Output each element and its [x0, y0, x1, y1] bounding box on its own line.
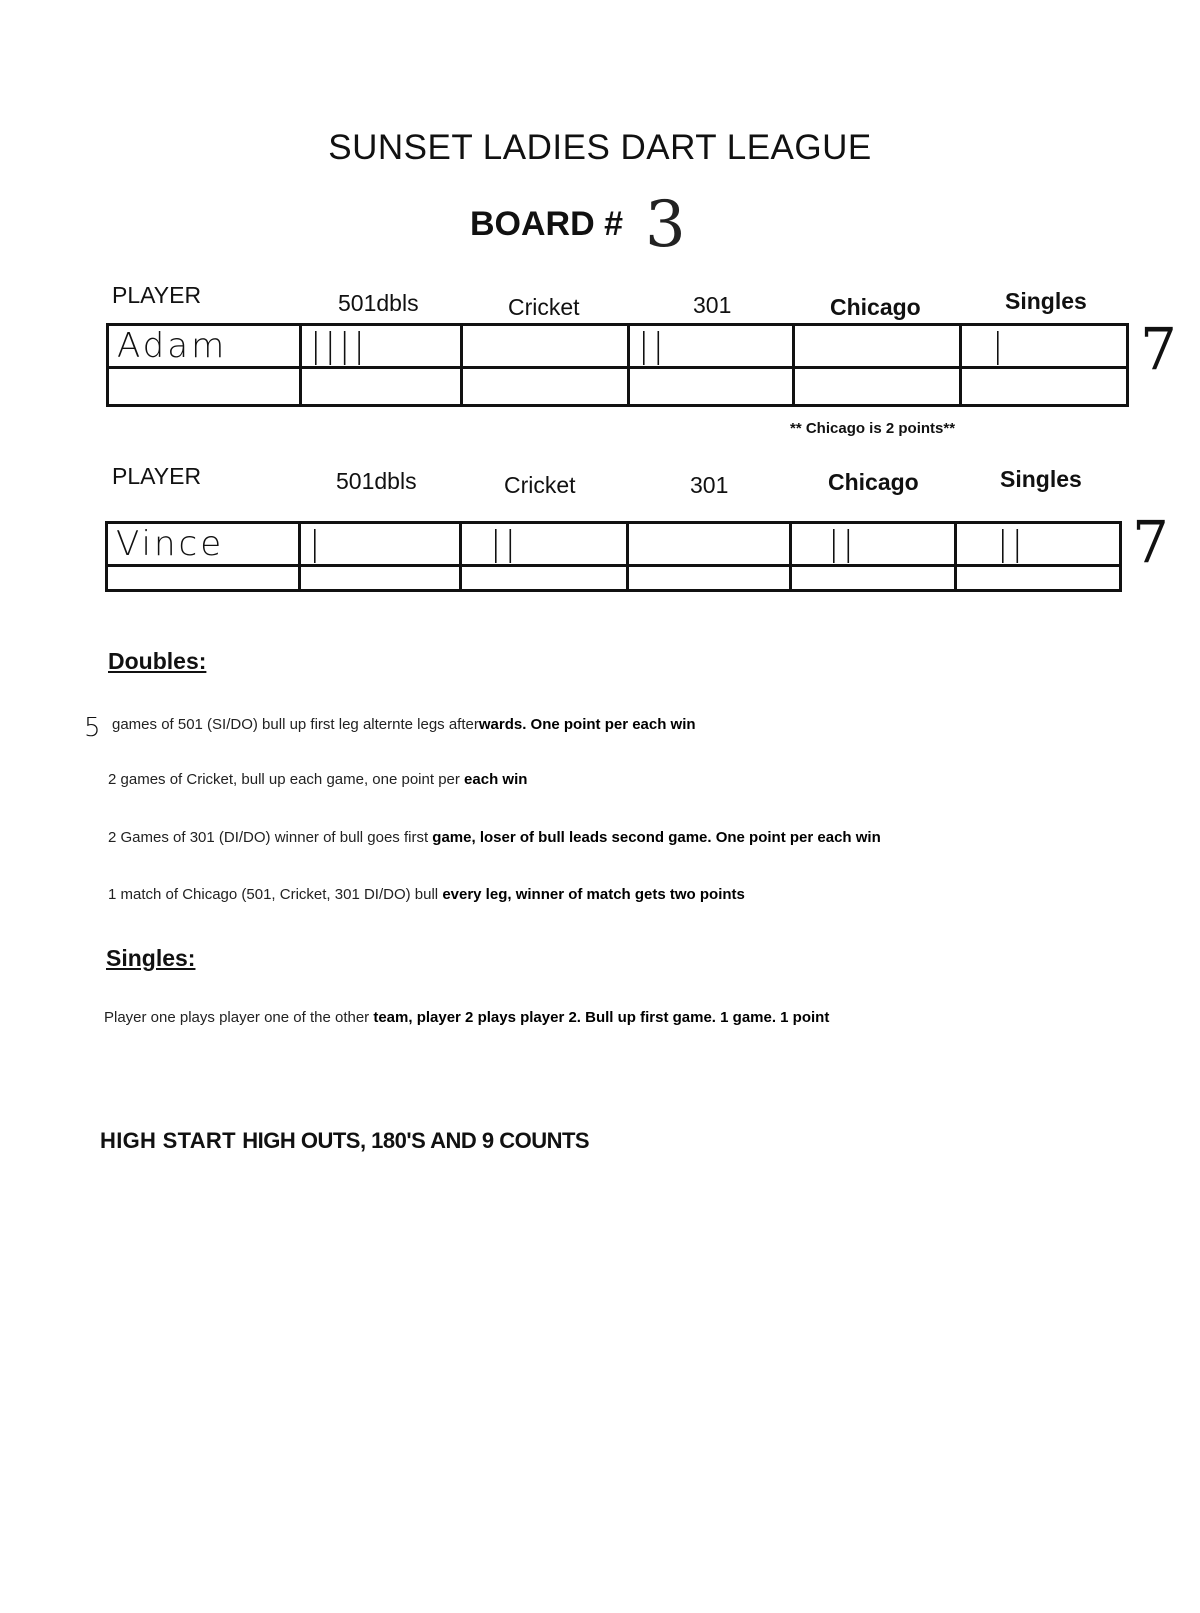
table1-header-301: 301	[693, 292, 732, 318]
empty-cell	[961, 368, 1128, 406]
player-name-cell: Adam	[108, 325, 301, 368]
empty-cell	[628, 566, 791, 591]
chicago-note: ** Chicago is 2 points**	[790, 420, 956, 437]
score-cell-chicago	[794, 325, 961, 368]
empty-cell	[956, 566, 1121, 591]
score-cell-301: ||	[629, 325, 794, 368]
high-start-line: HIGH START HIGH OUTS, 180'S AND 9 COUNTS	[100, 1128, 590, 1153]
league-title: SUNSET LADIES DART LEAGUE	[328, 128, 872, 167]
empty-cell	[107, 566, 300, 591]
board-number: 3	[645, 188, 686, 262]
table-row	[107, 566, 1121, 591]
doubles-heading: Doubles:	[108, 648, 207, 674]
empty-cell	[300, 566, 461, 591]
score-cell-chicago: ||	[791, 523, 956, 566]
empty-cell	[794, 368, 961, 406]
margin-handwritten-number: 5	[84, 713, 101, 743]
table2-header-301: 301	[690, 472, 729, 498]
doubles-rule-501: games of 501 (SI/DO) bull up first leg alternte legs afterwards. One point per each win	[112, 716, 696, 733]
doubles-rule-301: 2 Games of 301 (DI/DO) winner of bull goes first game, loser of bull leads second game. One point per each win	[108, 829, 881, 846]
empty-cell	[108, 368, 301, 406]
score-table-2	[105, 521, 1122, 592]
table1-header-501dbls: 501dbls	[338, 290, 419, 316]
table2-header-chicago: Chicago	[828, 469, 919, 495]
score-cell-singles: |	[961, 325, 1128, 368]
table-row	[108, 368, 1128, 406]
table-row	[107, 523, 1121, 566]
empty-cell	[462, 368, 629, 406]
table2-total: 7	[1132, 508, 1169, 576]
table1-header-cricket: Cricket	[508, 294, 580, 320]
empty-cell	[629, 368, 794, 406]
score-cell-cricket	[462, 325, 629, 368]
score-cell-301	[628, 523, 791, 566]
table1-header-player: PLAYER	[112, 282, 202, 308]
doubles-rule-cricket: 2 games of Cricket, bull up each game, one point per each win	[108, 771, 528, 788]
empty-cell	[791, 566, 956, 591]
singles-heading: Singles:	[106, 945, 196, 971]
table-row	[108, 325, 1128, 368]
table1-header-chicago: Chicago	[830, 294, 921, 320]
doubles-rule-chicago: 1 match of Chicago (501, Cricket, 301 DI/DO) bull every leg, winner of match gets two points	[108, 886, 745, 903]
board-label: BOARD #	[470, 205, 624, 243]
singles-rule: Player one plays player one of the other team, player 2 plays player 2. Bull up first game. 1 game. 1 point	[104, 1009, 830, 1026]
score-cell-501dbls: |	[300, 523, 461, 566]
empty-cell	[301, 368, 462, 406]
score-cell-singles: ||	[956, 523, 1121, 566]
empty-cell	[461, 566, 628, 591]
table1-header-singles: Singles	[1005, 288, 1087, 314]
score-table-1	[106, 323, 1129, 407]
score-cell-501dbls: ||||	[301, 325, 462, 368]
table1-total: 7	[1140, 315, 1177, 383]
player-name-cell: Vince	[107, 523, 300, 566]
table2-header-501dbls: 501dbls	[336, 468, 417, 494]
table2-header-cricket: Cricket	[504, 472, 576, 498]
table2-header-singles: Singles	[1000, 466, 1082, 492]
table2-header-player: PLAYER	[112, 463, 202, 489]
score-cell-cricket: ||	[461, 523, 628, 566]
